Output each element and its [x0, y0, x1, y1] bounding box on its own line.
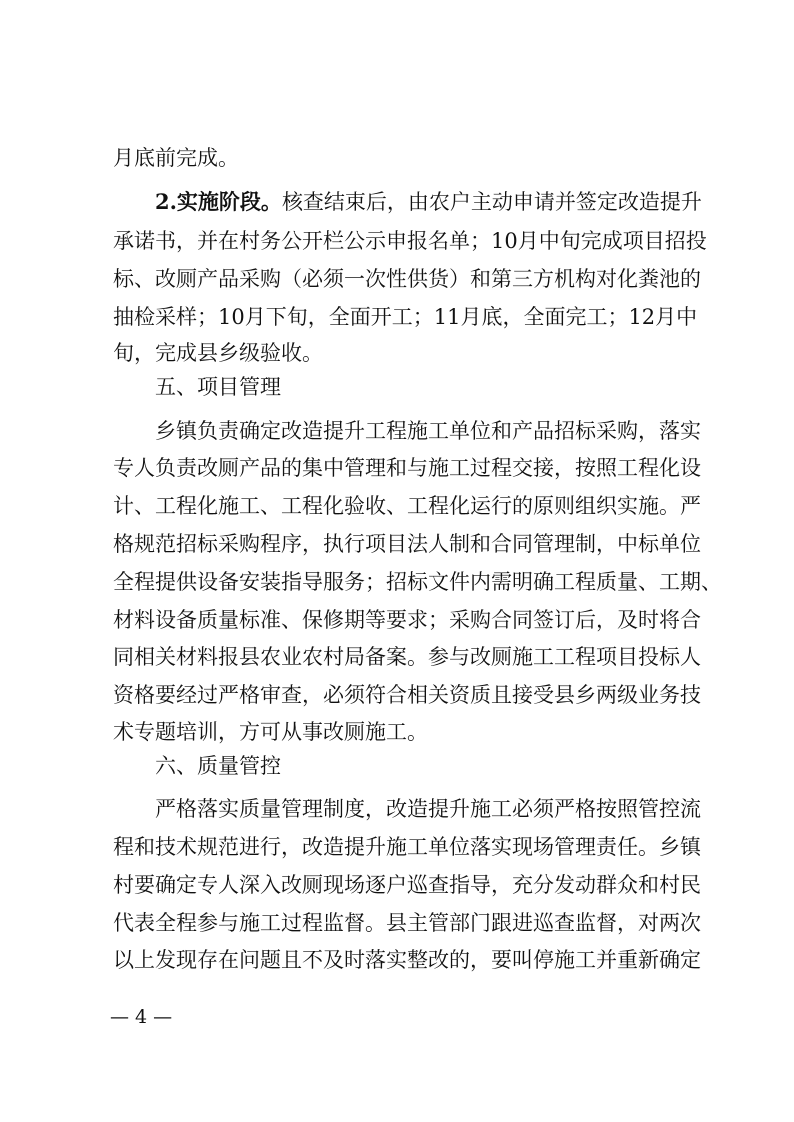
- paragraph-line: 承诺书，并在村务公开栏公示申报名单；10月中旬完成项目招投: [113, 229, 707, 253]
- paragraph-line: 全程提供设备安装指导服务；招标文件内需明确工程质量、工期、: [113, 570, 722, 594]
- paragraph-line: 格规范招标采购程序，执行项目法人制和合同管理制，中标单位: [113, 532, 701, 556]
- paragraph-line: 月底前完成。: [113, 146, 239, 170]
- paragraph-line: 术专题培训，方可从事改厕施工。: [113, 720, 428, 744]
- paragraph-line: 严格落实质量管理制度，改造提升施工必须严格按照管控流: [155, 797, 701, 821]
- page-number: — 4 —: [110, 1006, 173, 1028]
- paragraph-line: 旬，完成县乡级验收。: [113, 341, 323, 365]
- paragraph-line: 乡镇负责确定改造提升工程施工单位和产品招标采购，落实: [155, 419, 701, 443]
- paragraph-line: 以上发现存在问题且不及时落实整改的，要叫停施工并重新确定: [113, 948, 701, 972]
- paragraph-line: 村要确定专人深入改厕现场逐户巡查指导，充分发动群众和村民: [113, 873, 701, 897]
- paragraph-line: 抽检采样；10月下旬，全面开工；11月底，全面完工；12月中: [113, 305, 698, 329]
- section-heading: 五、项目管理: [155, 375, 281, 399]
- paragraph-line: 专人负责改厕产品的集中管理和与施工过程交接，按照工程化设: [113, 456, 701, 480]
- section-heading: 六、质量管控: [155, 754, 281, 778]
- paragraph-line: 资格要经过严格审查，必须符合相关资质且接受县乡两级业务技: [113, 683, 701, 707]
- paragraph-line: [155, 187, 702, 217]
- paragraph-line: 代表全程参与施工过程监督。县主管部门跟进巡查监督，对两次: [113, 911, 701, 935]
- section-lead: 2.实施阶段。: [155, 189, 282, 214]
- paragraph-line: 材料设备质量标准、保修期等要求；采购合同签订后，及时将合: [113, 608, 701, 632]
- paragraph-text: 核查结束后，由农户主动申请并签定改造提升: [281, 190, 702, 214]
- paragraph-line: 程和技术规范进行，改造提升施工单位落实现场管理责任。乡镇: [113, 835, 701, 859]
- paragraph-line: 标、改厕产品采购（必须一次性供货）和第三方机构对化粪池的: [113, 267, 701, 291]
- paragraph-line: 计、工程化施工、工程化验收、工程化运行的原则组织实施。严: [113, 494, 701, 518]
- paragraph-line: 同相关材料报县农业农村局备案。参与改厕施工工程项目投标人: [113, 645, 701, 669]
